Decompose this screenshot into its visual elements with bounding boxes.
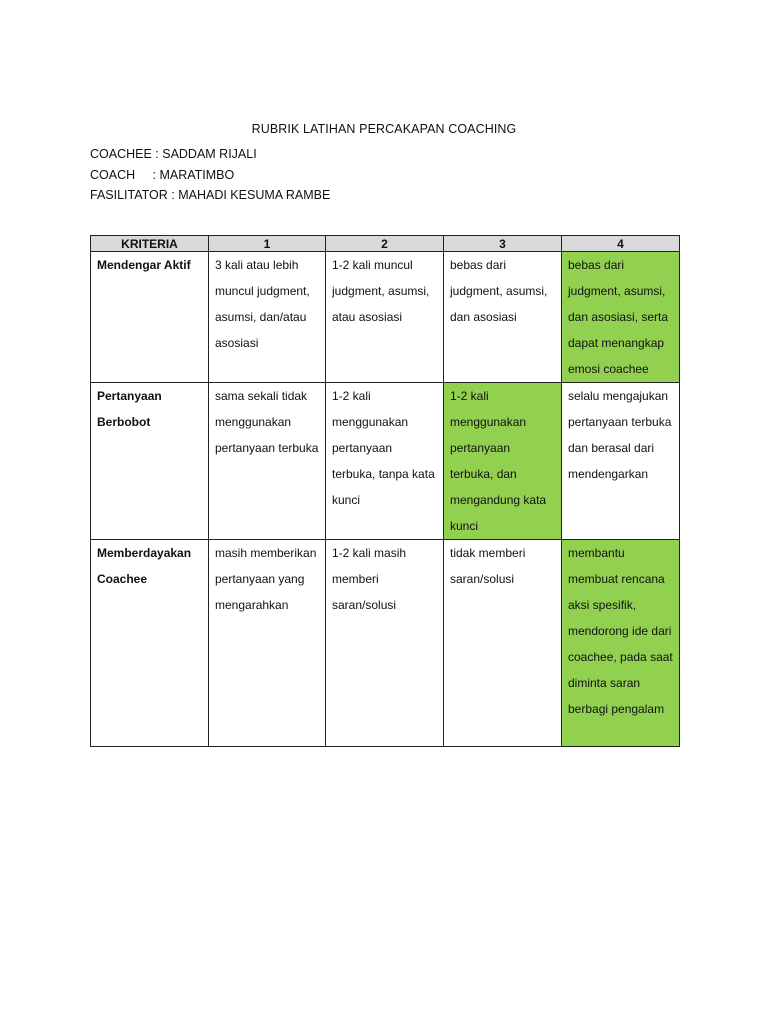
criteria-cell: Pertanyaan Berbobot — [91, 383, 209, 540]
header-level-4: 4 — [562, 236, 680, 252]
level-3-cell: bebas dari judgment, asumsi, dan asosiasi — [444, 252, 562, 383]
level-2-cell: 1-2 kali muncul judgment, asumsi, atau asosiasi — [326, 252, 444, 383]
header-level-2: 2 — [326, 236, 444, 252]
level-2-cell: 1-2 kali masih memberi saran/solusi — [326, 540, 444, 747]
rubric-table — [90, 235, 680, 747]
document-title: RUBRIK LATIHAN PERCAKAPAN COACHING — [251, 122, 517, 136]
level-4-cell: membantu membuat rencana aksi spesifik, mendorong ide dari coachee, pada saat diminta saran berbagi pengalam — [562, 540, 680, 747]
level-1-cell: 3 kali atau lebih muncul judgment, asumsi, dan/atau asosiasi — [209, 252, 326, 383]
header-kriteria: KRITERIA — [91, 236, 209, 252]
level-1-cell: masih memberikan pertanyaan yang mengarahkan — [209, 540, 326, 747]
document-meta — [90, 144, 330, 206]
level-3-cell: tidak memberi saran/solusi — [444, 540, 562, 747]
header-level-3: 3 — [444, 236, 562, 252]
coach-line: COACH : MARATIMBO — [90, 167, 235, 182]
header-level-1: 1 — [209, 236, 326, 252]
fasilitator-line: FASILITATOR : MAHADI KESUMA RAMBE — [90, 188, 331, 202]
level-4-cell: bebas dari judgment, asumsi, dan asosiasi, serta dapat menangkap emosi coachee — [562, 252, 680, 383]
coachee-line: COACHEE : SADDAM RIJALI — [90, 147, 257, 161]
table-row — [91, 383, 680, 540]
criteria-cell: Memberdayakan Coachee — [91, 540, 209, 747]
criteria-cell: Mendengar Aktif — [91, 252, 209, 383]
table-header-row — [91, 236, 680, 252]
level-2-cell: 1-2 kali menggunakan pertanyaan terbuka, tanpa kata kunci — [326, 383, 444, 540]
level-4-cell: selalu mengajukan pertanyaan terbuka dan berasal dari mendengarkan — [562, 383, 680, 540]
level-3-cell: 1-2 kali menggunakan pertanyaan terbuka, dan mengandung kata kunci — [444, 383, 562, 540]
table-row — [91, 252, 680, 383]
table-row — [91, 540, 680, 747]
level-1-cell: sama sekali tidak menggunakan pertanyaan terbuka — [209, 383, 326, 540]
